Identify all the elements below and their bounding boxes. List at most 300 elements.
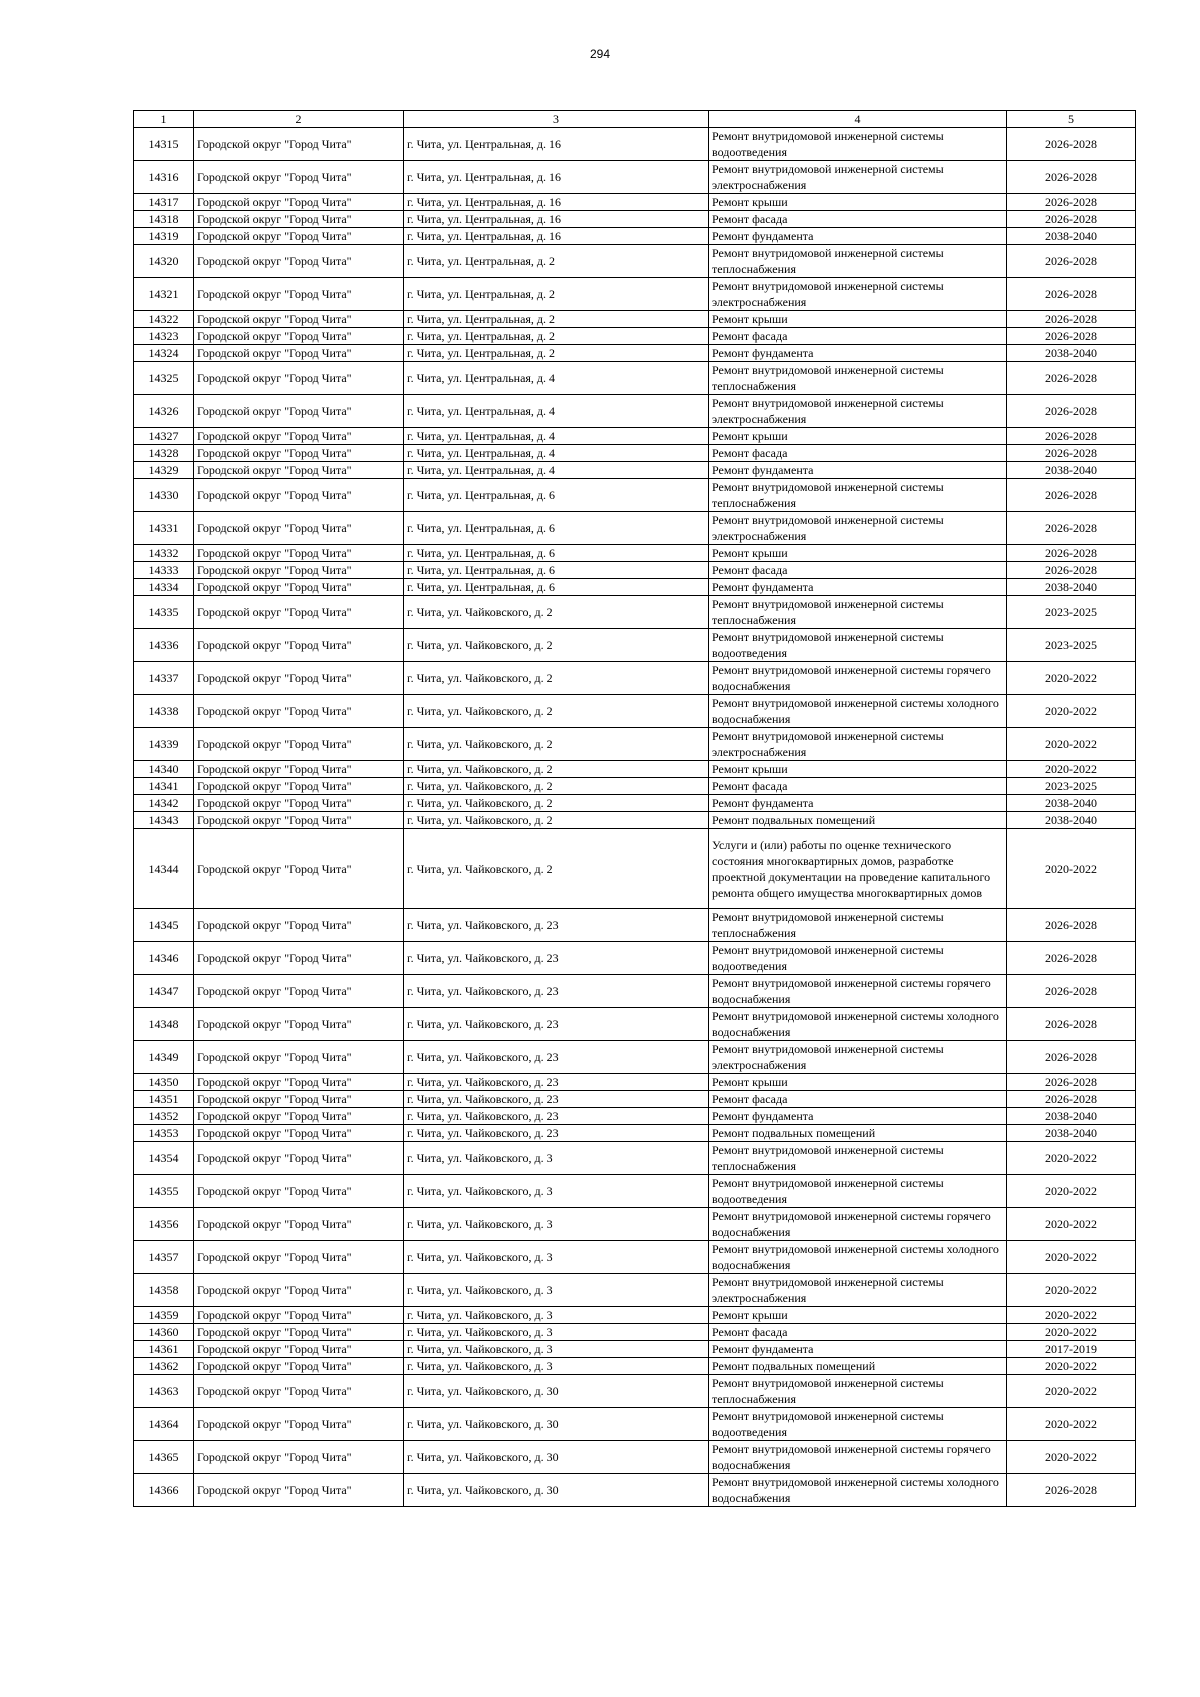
work-type-cell: Ремонт подвальных помещений: [709, 1358, 1007, 1375]
period-cell: 2026-2028: [1007, 1091, 1136, 1108]
row-number-cell: 14349: [134, 1041, 194, 1074]
work-type-cell: Ремонт подвальных помещений: [709, 812, 1007, 829]
row-number-cell: 14362: [134, 1358, 194, 1375]
table-row: [134, 695, 1136, 728]
table-row: [134, 1108, 1136, 1125]
address-cell: г. Чита, ул. Чайковского, д. 3: [404, 1208, 709, 1241]
work-type-cell: Ремонт внутридомовой инженерной системы теплоснабжения: [709, 909, 1007, 942]
period-cell: 2026-2028: [1007, 512, 1136, 545]
table-row: [134, 975, 1136, 1008]
row-number-cell: 14335: [134, 596, 194, 629]
address-cell: г. Чита, ул. Чайковского, д. 3: [404, 1307, 709, 1324]
work-type-cell: Ремонт фасада: [709, 1324, 1007, 1341]
table-row: [134, 1375, 1136, 1408]
row-number-cell: 14319: [134, 228, 194, 245]
address-cell: г. Чита, ул. Чайковского, д. 30: [404, 1441, 709, 1474]
table-row: [134, 545, 1136, 562]
period-cell: 2023-2025: [1007, 596, 1136, 629]
page-number: 294: [589, 47, 611, 61]
table-row: [134, 345, 1136, 362]
work-type-cell: Ремонт внутридомовой инженерной системы водоотведения: [709, 629, 1007, 662]
period-cell: 2020-2022: [1007, 1175, 1136, 1208]
work-type-cell: Ремонт внутридомовой инженерной системы электроснабжения: [709, 1041, 1007, 1074]
address-cell: г. Чита, ул. Чайковского, д. 23: [404, 1074, 709, 1091]
period-cell: 2038-2040: [1007, 1108, 1136, 1125]
address-cell: г. Чита, ул. Центральная, д. 4: [404, 395, 709, 428]
municipality-cell: Городской округ "Город Чита": [194, 975, 404, 1008]
row-number-cell: 14316: [134, 161, 194, 194]
municipality-cell: Городской округ "Город Чита": [194, 1341, 404, 1358]
period-cell: 2020-2022: [1007, 761, 1136, 778]
table-row: [134, 479, 1136, 512]
table-row: [134, 1441, 1136, 1474]
municipality-cell: Городской округ "Город Чита": [194, 812, 404, 829]
address-cell: г. Чита, ул. Чайковского, д. 3: [404, 1324, 709, 1341]
row-number-cell: 14315: [134, 128, 194, 161]
work-type-cell: Ремонт фундамента: [709, 345, 1007, 362]
municipality-cell: Городской округ "Город Чита": [194, 345, 404, 362]
address-cell: г. Чита, ул. Центральная, д. 4: [404, 428, 709, 445]
municipality-cell: Городской округ "Город Чита": [194, 695, 404, 728]
period-cell: 2026-2028: [1007, 311, 1136, 328]
municipality-cell: Городской округ "Город Чита": [194, 128, 404, 161]
address-cell: г. Чита, ул. Чайковского, д. 23: [404, 1091, 709, 1108]
period-cell: 2020-2022: [1007, 1208, 1136, 1241]
address-cell: г. Чита, ул. Чайковского, д. 3: [404, 1142, 709, 1175]
work-type-cell: Услуги и (или) работы по оценке технического состояния многоквартирных домов, разработке проектной документации на проведение капитального ремонта общего имущества многоквартирных домов: [709, 829, 1007, 909]
municipality-cell: Городской округ "Город Чита": [194, 1142, 404, 1175]
row-number-cell: 14353: [134, 1125, 194, 1142]
work-type-cell: Ремонт внутридомовой инженерной системы теплоснабжения: [709, 596, 1007, 629]
municipality-cell: Городской округ "Город Чита": [194, 1358, 404, 1375]
period-cell: 2026-2028: [1007, 278, 1136, 311]
address-cell: г. Чита, ул. Центральная, д. 2: [404, 245, 709, 278]
municipality-cell: Городской округ "Город Чита": [194, 629, 404, 662]
municipality-cell: Городской округ "Город Чита": [194, 311, 404, 328]
column-header: 4: [709, 111, 1007, 128]
table-row: [134, 1008, 1136, 1041]
period-cell: 2026-2028: [1007, 328, 1136, 345]
municipality-cell: Городской округ "Город Чита": [194, 211, 404, 228]
work-type-cell: Ремонт внутридомовой инженерной системы холодного водоснабжения: [709, 695, 1007, 728]
municipality-cell: Городской округ "Город Чита": [194, 328, 404, 345]
period-cell: 2020-2022: [1007, 829, 1136, 909]
row-number-cell: 14341: [134, 778, 194, 795]
work-type-cell: Ремонт внутридомовой инженерной системы теплоснабжения: [709, 362, 1007, 395]
work-type-cell: Ремонт фасада: [709, 211, 1007, 228]
address-cell: г. Чита, ул. Чайковского, д. 2: [404, 728, 709, 761]
address-cell: г. Чита, ул. Центральная, д. 16: [404, 128, 709, 161]
period-cell: 2026-2028: [1007, 128, 1136, 161]
period-cell: 2026-2028: [1007, 362, 1136, 395]
address-cell: г. Чита, ул. Чайковского, д. 2: [404, 829, 709, 909]
table-row: [134, 1408, 1136, 1441]
work-type-cell: Ремонт внутридомовой инженерной системы теплоснабжения: [709, 479, 1007, 512]
table-row: [134, 1208, 1136, 1241]
municipality-cell: Городской округ "Город Чита": [194, 579, 404, 596]
period-cell: 2017-2019: [1007, 1341, 1136, 1358]
municipality-cell: Городской округ "Город Чита": [194, 462, 404, 479]
table-row: [134, 909, 1136, 942]
address-cell: г. Чита, ул. Чайковского, д. 3: [404, 1358, 709, 1375]
address-cell: г. Чита, ул. Чайковского, д. 2: [404, 596, 709, 629]
municipality-cell: Городской округ "Город Чита": [194, 1091, 404, 1108]
municipality-cell: Городской округ "Город Чита": [194, 278, 404, 311]
period-cell: 2026-2028: [1007, 545, 1136, 562]
municipality-cell: Городской округ "Город Чита": [194, 1441, 404, 1474]
municipality-cell: Городской округ "Город Чита": [194, 1208, 404, 1241]
work-type-cell: Ремонт внутридомовой инженерной системы электроснабжения: [709, 395, 1007, 428]
address-cell: г. Чита, ул. Центральная, д. 2: [404, 311, 709, 328]
work-type-cell: Ремонт крыши: [709, 311, 1007, 328]
table-row: [134, 1324, 1136, 1341]
table-row: [134, 662, 1136, 695]
table-row: [134, 328, 1136, 345]
period-cell: 2020-2022: [1007, 662, 1136, 695]
row-number-cell: 14323: [134, 328, 194, 345]
address-cell: г. Чита, ул. Чайковского, д. 2: [404, 695, 709, 728]
work-type-cell: Ремонт внутридомовой инженерной системы теплоснабжения: [709, 1142, 1007, 1175]
period-cell: 2038-2040: [1007, 1125, 1136, 1142]
work-type-cell: Ремонт внутридомовой инженерной системы водоотведения: [709, 1175, 1007, 1208]
row-number-cell: 14348: [134, 1008, 194, 1041]
municipality-cell: Городской округ "Город Чита": [194, 1408, 404, 1441]
work-type-cell: Ремонт внутридомовой инженерной системы электроснабжения: [709, 728, 1007, 761]
address-cell: г. Чита, ул. Центральная, д. 16: [404, 194, 709, 211]
address-cell: г. Чита, ул. Центральная, д. 16: [404, 228, 709, 245]
table-row: [134, 512, 1136, 545]
row-number-cell: 14318: [134, 211, 194, 228]
row-number-cell: 14327: [134, 428, 194, 445]
table-row: [134, 311, 1136, 328]
row-number-cell: 14357: [134, 1241, 194, 1274]
table-row: [134, 942, 1136, 975]
table-row: [134, 1142, 1136, 1175]
municipality-cell: Городской округ "Город Чита": [194, 479, 404, 512]
table-row: [134, 245, 1136, 278]
period-cell: 2038-2040: [1007, 579, 1136, 596]
address-cell: г. Чита, ул. Центральная, д. 6: [404, 545, 709, 562]
table-row: [134, 128, 1136, 161]
work-type-cell: Ремонт крыши: [709, 1074, 1007, 1091]
address-cell: г. Чита, ул. Центральная, д. 6: [404, 512, 709, 545]
period-cell: 2026-2028: [1007, 1474, 1136, 1507]
period-cell: 2038-2040: [1007, 462, 1136, 479]
work-type-cell: Ремонт фасада: [709, 445, 1007, 462]
row-number-cell: 14360: [134, 1324, 194, 1341]
row-number-cell: 14334: [134, 579, 194, 596]
address-cell: г. Чита, ул. Центральная, д. 16: [404, 161, 709, 194]
municipality-cell: Городской округ "Город Чита": [194, 1008, 404, 1041]
period-cell: 2038-2040: [1007, 812, 1136, 829]
work-type-cell: Ремонт фасада: [709, 562, 1007, 579]
municipality-cell: Городской округ "Город Чита": [194, 1125, 404, 1142]
address-cell: г. Чита, ул. Чайковского, д. 2: [404, 629, 709, 662]
period-cell: 2026-2028: [1007, 395, 1136, 428]
table-row: [134, 728, 1136, 761]
column-header: 5: [1007, 111, 1136, 128]
work-type-cell: Ремонт фундамента: [709, 1341, 1007, 1358]
table-row: [134, 1358, 1136, 1375]
period-cell: 2020-2022: [1007, 1307, 1136, 1324]
work-type-cell: Ремонт внутридомовой инженерной системы водоотведения: [709, 128, 1007, 161]
row-number-cell: 14320: [134, 245, 194, 278]
column-header: 3: [404, 111, 709, 128]
table-row: [134, 1175, 1136, 1208]
table-row: [134, 1041, 1136, 1074]
address-cell: г. Чита, ул. Центральная, д. 2: [404, 345, 709, 362]
table-row: [134, 579, 1136, 596]
period-cell: 2020-2022: [1007, 1441, 1136, 1474]
table-header-row: [134, 111, 1136, 128]
municipality-cell: Городской округ "Город Чита": [194, 1241, 404, 1274]
municipality-cell: Городской округ "Город Чита": [194, 795, 404, 812]
work-type-cell: Ремонт внутридомовой инженерной системы водоотведения: [709, 1408, 1007, 1441]
table-row: [134, 778, 1136, 795]
municipality-cell: Городской округ "Город Чита": [194, 1274, 404, 1307]
table-row: [134, 1474, 1136, 1507]
municipality-cell: Городской округ "Город Чита": [194, 909, 404, 942]
address-cell: г. Чита, ул. Чайковского, д. 3: [404, 1274, 709, 1307]
period-cell: 2023-2025: [1007, 778, 1136, 795]
row-number-cell: 14356: [134, 1208, 194, 1241]
row-number-cell: 14337: [134, 662, 194, 695]
address-cell: г. Чита, ул. Чайковского, д. 3: [404, 1341, 709, 1358]
address-cell: г. Чита, ул. Центральная, д. 4: [404, 362, 709, 395]
address-cell: г. Чита, ул. Чайковского, д. 23: [404, 975, 709, 1008]
period-cell: 2026-2028: [1007, 909, 1136, 942]
municipality-cell: Городской округ "Город Чита": [194, 395, 404, 428]
address-cell: г. Чита, ул. Центральная, д. 6: [404, 479, 709, 512]
row-number-cell: 14352: [134, 1108, 194, 1125]
row-number-cell: 14322: [134, 311, 194, 328]
table-row: [134, 278, 1136, 311]
municipality-cell: Городской округ "Город Чита": [194, 545, 404, 562]
address-cell: г. Чита, ул. Чайковского, д. 2: [404, 812, 709, 829]
address-cell: г. Чита, ул. Чайковского, д. 2: [404, 662, 709, 695]
period-cell: 2020-2022: [1007, 1358, 1136, 1375]
work-type-cell: Ремонт крыши: [709, 545, 1007, 562]
period-cell: 2020-2022: [1007, 1241, 1136, 1274]
row-number-cell: 14358: [134, 1274, 194, 1307]
table-row: [134, 596, 1136, 629]
municipality-cell: Городской округ "Город Чита": [194, 1324, 404, 1341]
work-type-cell: Ремонт внутридомовой инженерной системы холодного водоснабжения: [709, 1241, 1007, 1274]
period-cell: 2026-2028: [1007, 479, 1136, 512]
table-row: [134, 795, 1136, 812]
work-type-cell: Ремонт фундамента: [709, 579, 1007, 596]
address-cell: г. Чита, ул. Чайковского, д. 23: [404, 1125, 709, 1142]
municipality-cell: Городской округ "Город Чита": [194, 1307, 404, 1324]
row-number-cell: 14346: [134, 942, 194, 975]
address-cell: г. Чита, ул. Центральная, д. 4: [404, 462, 709, 479]
work-type-cell: Ремонт подвальных помещений: [709, 1125, 1007, 1142]
period-cell: 2026-2028: [1007, 562, 1136, 579]
work-type-cell: Ремонт крыши: [709, 194, 1007, 211]
period-cell: 2038-2040: [1007, 228, 1136, 245]
municipality-cell: Городской округ "Город Чита": [194, 362, 404, 395]
table-row: [134, 1125, 1136, 1142]
address-cell: г. Чита, ул. Чайковского, д. 23: [404, 1008, 709, 1041]
column-header: 1: [134, 111, 194, 128]
row-number-cell: 14366: [134, 1474, 194, 1507]
municipality-cell: Городской округ "Город Чита": [194, 161, 404, 194]
row-number-cell: 14325: [134, 362, 194, 395]
period-cell: 2026-2028: [1007, 211, 1136, 228]
municipality-cell: Городской округ "Город Чита": [194, 194, 404, 211]
municipality-cell: Городской округ "Город Чита": [194, 445, 404, 462]
municipality-cell: Городской округ "Город Чита": [194, 596, 404, 629]
work-type-cell: Ремонт фундамента: [709, 1108, 1007, 1125]
period-cell: 2026-2028: [1007, 942, 1136, 975]
row-number-cell: 14355: [134, 1175, 194, 1208]
municipality-cell: Городской округ "Город Чита": [194, 562, 404, 579]
registry-table: [133, 110, 1136, 1507]
address-cell: г. Чита, ул. Чайковского, д. 2: [404, 778, 709, 795]
row-number-cell: 14339: [134, 728, 194, 761]
table-body: [134, 111, 1136, 1507]
work-type-cell: Ремонт внутридомовой инженерной системы электроснабжения: [709, 1274, 1007, 1307]
table-row: [134, 761, 1136, 778]
row-number-cell: 14329: [134, 462, 194, 479]
row-number-cell: 14347: [134, 975, 194, 1008]
row-number-cell: 14343: [134, 812, 194, 829]
work-type-cell: Ремонт фасада: [709, 328, 1007, 345]
municipality-cell: Городской округ "Город Чита": [194, 942, 404, 975]
row-number-cell: 14350: [134, 1074, 194, 1091]
address-cell: г. Чита, ул. Центральная, д. 16: [404, 211, 709, 228]
table-row: [134, 462, 1136, 479]
row-number-cell: 14344: [134, 829, 194, 909]
work-type-cell: Ремонт внутридомовой инженерной системы электроснабжения: [709, 278, 1007, 311]
period-cell: 2023-2025: [1007, 629, 1136, 662]
period-cell: 2026-2028: [1007, 428, 1136, 445]
table-row: [134, 1341, 1136, 1358]
table-row: [134, 395, 1136, 428]
period-cell: 2026-2028: [1007, 161, 1136, 194]
table-row: [134, 228, 1136, 245]
row-number-cell: 14326: [134, 395, 194, 428]
work-type-cell: Ремонт крыши: [709, 428, 1007, 445]
row-number-cell: 14332: [134, 545, 194, 562]
period-cell: 2026-2028: [1007, 245, 1136, 278]
row-number-cell: 14317: [134, 194, 194, 211]
period-cell: 2026-2028: [1007, 1041, 1136, 1074]
row-number-cell: 14342: [134, 795, 194, 812]
municipality-cell: Городской округ "Город Чита": [194, 1074, 404, 1091]
row-number-cell: 14361: [134, 1341, 194, 1358]
work-type-cell: Ремонт внутридомовой инженерной системы электроснабжения: [709, 161, 1007, 194]
address-cell: г. Чита, ул. Центральная, д. 2: [404, 328, 709, 345]
row-number-cell: 14338: [134, 695, 194, 728]
table-row: [134, 211, 1136, 228]
table-row: [134, 829, 1136, 909]
work-type-cell: Ремонт внутридомовой инженерной системы электроснабжения: [709, 512, 1007, 545]
municipality-cell: Городской округ "Город Чита": [194, 228, 404, 245]
work-type-cell: Ремонт внутридомовой инженерной системы холодного водоснабжения: [709, 1008, 1007, 1041]
address-cell: г. Чита, ул. Чайковского, д. 30: [404, 1375, 709, 1408]
row-number-cell: 14354: [134, 1142, 194, 1175]
municipality-cell: Городской округ "Город Чита": [194, 1108, 404, 1125]
row-number-cell: 14345: [134, 909, 194, 942]
period-cell: 2026-2028: [1007, 1008, 1136, 1041]
work-type-cell: Ремонт фундамента: [709, 795, 1007, 812]
period-cell: 2020-2022: [1007, 695, 1136, 728]
period-cell: 2026-2028: [1007, 1074, 1136, 1091]
row-number-cell: 14336: [134, 629, 194, 662]
row-number-cell: 14364: [134, 1408, 194, 1441]
address-cell: г. Чита, ул. Чайковского, д. 3: [404, 1175, 709, 1208]
period-cell: 2026-2028: [1007, 194, 1136, 211]
table-row: [134, 161, 1136, 194]
address-cell: г. Чита, ул. Центральная, д. 6: [404, 579, 709, 596]
work-type-cell: Ремонт внутридомовой инженерной системы горячего водоснабжения: [709, 662, 1007, 695]
row-number-cell: 14340: [134, 761, 194, 778]
municipality-cell: Городской округ "Город Чита": [194, 1041, 404, 1074]
table-row: [134, 629, 1136, 662]
row-number-cell: 14324: [134, 345, 194, 362]
work-type-cell: Ремонт внутридомовой инженерной системы горячего водоснабжения: [709, 975, 1007, 1008]
work-type-cell: Ремонт внутридомовой инженерной системы горячего водоснабжения: [709, 1208, 1007, 1241]
municipality-cell: Городской округ "Город Чита": [194, 1175, 404, 1208]
row-number-cell: 14333: [134, 562, 194, 579]
table-row: [134, 812, 1136, 829]
period-cell: 2038-2040: [1007, 795, 1136, 812]
table-row: [134, 1091, 1136, 1108]
row-number-cell: 14363: [134, 1375, 194, 1408]
address-cell: г. Чита, ул. Чайковского, д. 23: [404, 1041, 709, 1074]
row-number-cell: 14328: [134, 445, 194, 462]
work-type-cell: Ремонт внутридомовой инженерной системы водоотведения: [709, 942, 1007, 975]
row-number-cell: 14331: [134, 512, 194, 545]
work-type-cell: Ремонт внутридомовой инженерной системы теплоснабжения: [709, 245, 1007, 278]
address-cell: г. Чита, ул. Чайковского, д. 3: [404, 1241, 709, 1274]
table-row: [134, 445, 1136, 462]
table-row: [134, 1307, 1136, 1324]
work-type-cell: Ремонт фасада: [709, 1091, 1007, 1108]
table-row: [134, 362, 1136, 395]
address-cell: г. Чита, ул. Чайковского, д. 2: [404, 795, 709, 812]
address-cell: г. Чита, ул. Центральная, д. 4: [404, 445, 709, 462]
municipality-cell: Городской округ "Город Чита": [194, 761, 404, 778]
municipality-cell: Городской округ "Город Чита": [194, 1375, 404, 1408]
column-header: 2: [194, 111, 404, 128]
address-cell: г. Чита, ул. Чайковского, д. 30: [404, 1474, 709, 1507]
row-number-cell: 14321: [134, 278, 194, 311]
work-type-cell: Ремонт фасада: [709, 778, 1007, 795]
row-number-cell: 14351: [134, 1091, 194, 1108]
work-type-cell: Ремонт фундамента: [709, 462, 1007, 479]
row-number-cell: 14359: [134, 1307, 194, 1324]
work-type-cell: Ремонт фундамента: [709, 228, 1007, 245]
address-cell: г. Чита, ул. Центральная, д. 6: [404, 562, 709, 579]
table-row: [134, 1274, 1136, 1307]
period-cell: 2026-2028: [1007, 445, 1136, 462]
period-cell: 2020-2022: [1007, 1274, 1136, 1307]
table-row: [134, 562, 1136, 579]
work-type-cell: Ремонт внутридомовой инженерной системы теплоснабжения: [709, 1375, 1007, 1408]
period-cell: 2038-2040: [1007, 345, 1136, 362]
municipality-cell: Городской округ "Город Чита": [194, 1474, 404, 1507]
address-cell: г. Чита, ул. Чайковского, д. 23: [404, 1108, 709, 1125]
period-cell: 2020-2022: [1007, 1375, 1136, 1408]
address-cell: г. Чита, ул. Центральная, д. 2: [404, 278, 709, 311]
address-cell: г. Чита, ул. Чайковского, д. 2: [404, 761, 709, 778]
address-cell: г. Чита, ул. Чайковского, д. 23: [404, 942, 709, 975]
municipality-cell: Городской округ "Город Чита": [194, 778, 404, 795]
work-type-cell: Ремонт внутридомовой инженерной системы горячего водоснабжения: [709, 1441, 1007, 1474]
work-type-cell: Ремонт внутридомовой инженерной системы холодного водоснабжения: [709, 1474, 1007, 1507]
